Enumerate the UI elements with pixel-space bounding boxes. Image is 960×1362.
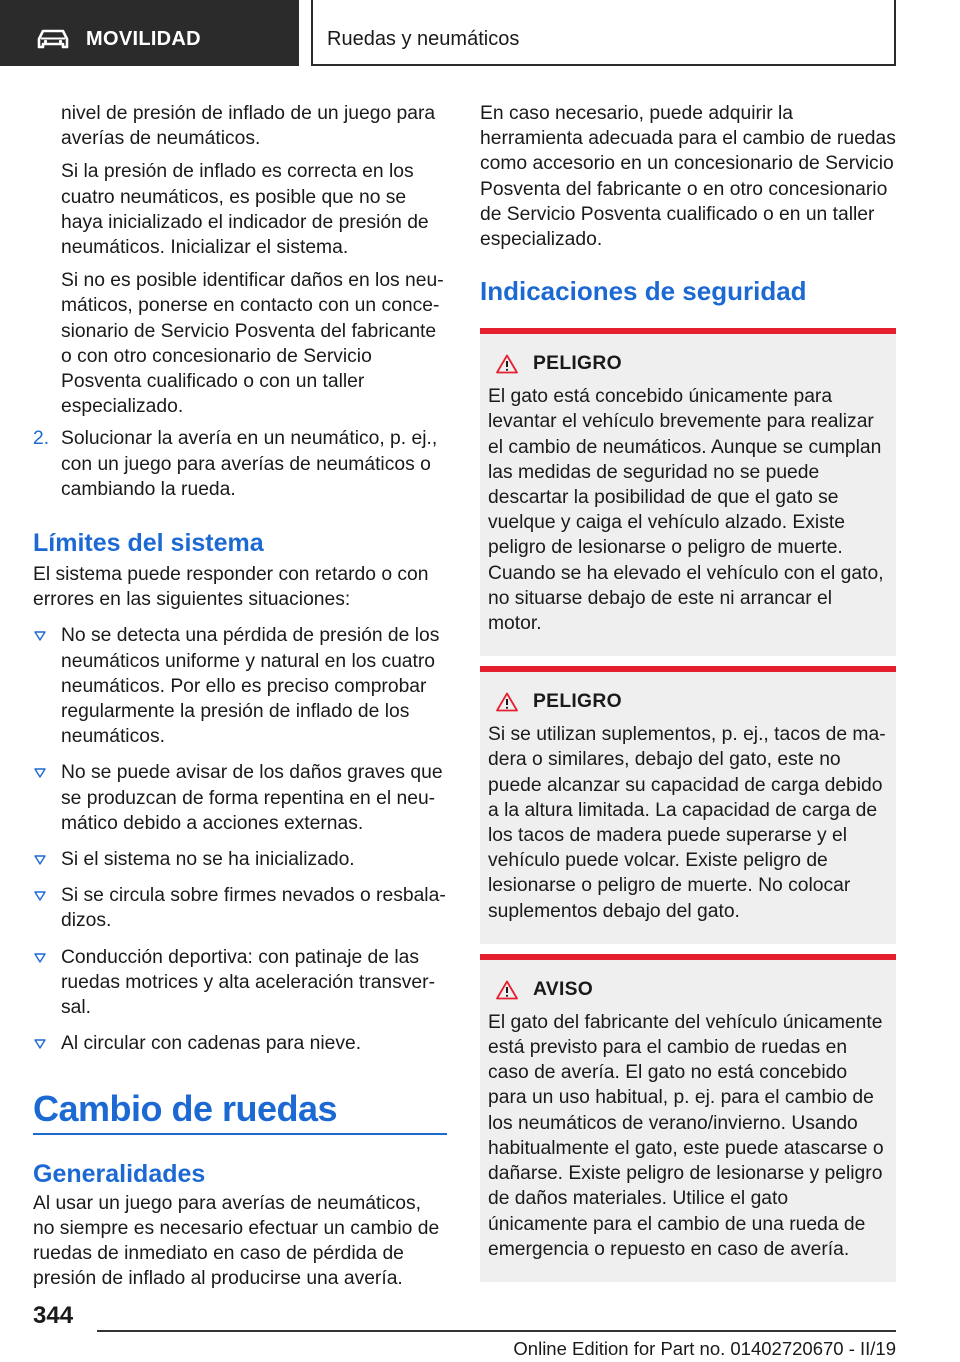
warning-title: PELIGRO [533,691,622,713]
warning-triangle-icon [496,354,518,374]
warning-box [480,954,896,1282]
list-item [33,623,447,749]
warning-text: El gato está concebido únicamente para levantar el vehículo brevemente para realizar el cambio de neumáticos. Aunque se cumplan las medidas de seguridad no se puede descartar la posibilidad de que el gato se vuelque y caiga el vehículo alzado. Existe peligro de lesionarse o peligro de muerte. Cuando se ha elevado el vehículo con el gato, no situarse debajo de este ni arrancar el motor. [488,386,884,635]
list-item-text: Si el sistema no se ha inicializado. [61,849,355,871]
limits-intro: El sistema puede responder con retardo o con errores en las siguientes situaciones: [33,564,429,611]
warning-text: El gato del fabricante del vehículo únicamente está previsto para el cambio de ruedas en caso de avería. El gato no está concebido para un uso habitual, p. ej. para el cambio de los neumáticos de verano/invierno. Usando habitualmente el gato, este puede atascarse o dañarse. Existe peligro de lesionarse y peligro de daños materiales. Utilice el gato únicamente para el cambio de una rueda de emergencia o repuesto en caso de avería. [488,1011,884,1260]
list-item [33,847,447,872]
warning-triangle-icon [496,980,518,1000]
step-number: 2. [33,428,50,450]
right-column [480,101,896,1282]
triangle-bullet-icon [34,631,46,641]
list-item-text: Al circular con cadenas para nieve. [61,1033,362,1055]
warning-box [480,328,896,656]
paragraph: Si la presión de inflado es correcta en los cuatro neumáticos, es posible que no se haya inicializado el indicador de presión de neumáticos. Inicializar el sistema. [61,161,429,259]
wheel-change-section-title [33,1089,447,1135]
list-item-text: No se puede avisar de los daños graves que se produzcan de forma repentina en el neumático debido a acciones externas. [61,762,443,834]
warning-header [488,352,888,380]
footer-rule [97,1330,896,1332]
chapter-title: Ruedas y neumáticos [327,28,520,50]
wheel-change-heading: Cambio de ruedas [33,1087,338,1129]
paragraph: Si no es posible identificar daños en los neumáticos, ponerse en contacto con un concesionario de Servicio Posventa del fabricante o con otro concesionario de Servicio Posventa cualificado o con un taller especializado. [61,270,444,418]
warning-text: Si se utilizan suplementos, p. ej., tacos de madera o similares, debajo del gato, este no puede alcanzar su capacidad de carga debido a la altura limitada. La capacidad de carga de los tacos de madera puede superarse y el vehículo puede volcar. Existe peligro de lesionarse o peligro de muerte. No colocar suplementos debajo del gato. [488,724,886,922]
list-item [33,945,447,1021]
list-item-text: Conducción deportiva: con patinaje de las ruedas motrices y alta aceleración transversal. [61,946,435,1019]
warning-title: AVISO [533,978,594,1000]
list-item [33,1031,447,1056]
paragraph: nivel de presión de inflado de un juego para averías de neumáticos. [61,103,436,150]
triangle-bullet-icon [34,768,46,778]
step-text: Solucionar la avería en un neumático, p. ej., con un juego para averías de neumáticos o cambiando la rueda. [61,428,438,500]
edition-note: Online Edition for Part no. 01402720670 - II/19 [513,1338,896,1359]
section-title: MOVILIDAD [86,28,201,50]
list-item [33,883,447,933]
triangle-bullet-icon [34,953,46,963]
list-item-text: No se detecta una pérdida de presión de los neumáticos uniforme y natural en los cuatro neumáticos. Por ello es preciso comprobar regularmente la presión de inflado de los neumáticos. [61,625,440,748]
chapter-box [311,0,896,66]
general-text: Al usar un juego para averías de neumáticos, no siempre es necesario efectuar un cambio de ruedas de inmediato en caso de pérdida de presión de inflado al producirse una avería. [33,1192,440,1290]
warning-triangle-icon [496,692,518,712]
warning-header [488,978,888,1006]
list-item-text: Si se circula sobre firmes nevados o resbaladizos. [61,885,446,932]
limits-heading: Límites del sistema [33,529,264,558]
triangle-bullet-icon [34,855,46,865]
page-number: 344 [33,1302,74,1329]
numbered-step [33,426,447,502]
section-tab [0,0,299,66]
list-item [33,760,447,836]
triangle-bullet-icon [34,1039,46,1049]
triangle-bullet-icon [34,891,46,901]
left-column [33,101,447,1291]
general-heading: Generalidades [33,1159,206,1188]
paragraph: En caso necesario, puede adquirir la herramienta adecuada para el cambio de ruedas como accesorio en un concesionario de Servicio Posventa del fabricante o en otro concesionario de Servicio Posventa cualificado o en un taller especializado. [480,103,896,251]
safety-heading: Indicaciones de seguridad [480,276,807,307]
warning-title: PELIGRO [533,353,622,375]
car-icon [36,27,70,51]
page-header [0,0,960,66]
warning-header [488,690,888,718]
warning-box [480,666,896,944]
